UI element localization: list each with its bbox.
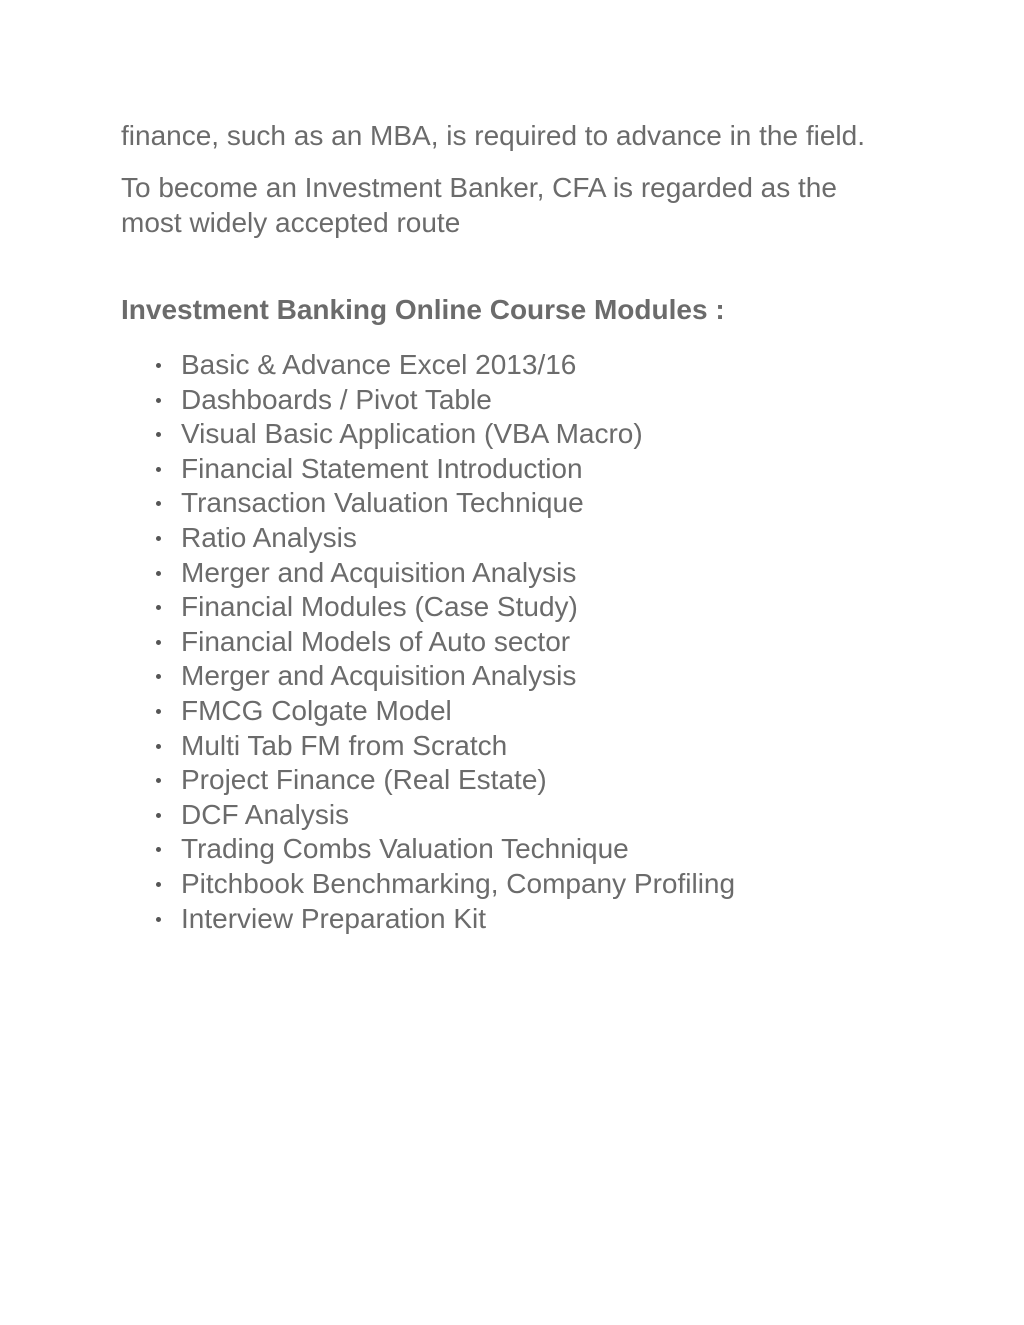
list-item [121,798,903,833]
module-label: FMCG Colgate Model [181,694,452,726]
list-item [121,694,903,729]
module-label: Financial Statement Introduction [181,452,583,484]
list-item [121,659,903,694]
list-item [121,590,903,625]
intro-paragraph-mba: finance, such as an MBA, is required to advance in the field. [121,120,865,151]
list-item [121,729,903,764]
module-label: Basic & Advance Excel 2013/16 [181,349,577,380]
bullet-dot-icon [156,398,161,403]
bullet-dot-icon [156,709,161,714]
module-label: Pitchbook Benchmarking, Company Profiling [181,867,736,899]
list-item [121,452,903,487]
list-item [121,521,903,556]
list-item [121,556,903,591]
module-label: Ratio Analysis [181,521,357,553]
bullet-dot-icon [156,744,161,749]
list-item [121,867,903,902]
bullet-dot-icon [156,363,161,368]
bullet-dot-icon [156,536,161,541]
list-item [121,832,903,867]
list-item [121,348,903,383]
bullet-dot-icon [156,882,161,887]
module-label: Merger and Acquisition Analysis [181,556,577,588]
modules-list [121,348,903,936]
module-label: Interview Preparation Kit [181,902,487,934]
document-page [121,118,903,936]
bullet-dot-icon [156,571,161,576]
list-item [121,902,903,937]
module-label: Financial Models of Auto sector [181,625,571,657]
list-item [121,625,903,660]
bullet-dot-icon [156,640,161,645]
module-label: Visual Basic Application (VBA Macro) [181,418,643,450]
bullet-dot-icon [156,501,161,506]
intro-paragraph-cfa: To become an Investment Banker, CFA is regarded as the most widely accepted route [121,172,837,238]
module-label: Merger and Acquisition Analysis [181,660,577,692]
bullet-dot-icon [156,674,161,679]
bullet-dot-icon [156,432,161,437]
module-label: Project Finance (Real Estate) [181,764,547,796]
module-label: Financial Modules (Case Study) [181,591,578,623]
module-label: Trading Combs Valuation Technique [181,833,629,865]
bullet-dot-icon [156,605,161,610]
module-label: Dashboards / Pivot Table [181,383,492,415]
list-item [121,383,903,418]
bullet-dot-icon [156,778,161,783]
modules-heading: Investment Banking Online Course Modules : [121,294,725,325]
bullet-dot-icon [156,847,161,852]
bullet-dot-icon [156,917,161,922]
module-label: DCF Analysis [181,798,350,830]
list-item [121,417,903,452]
module-label: Multi Tab FM from Scratch [181,729,508,761]
bullet-dot-icon [156,813,161,818]
list-item [121,486,903,521]
module-label: Transaction Valuation Technique [181,487,584,519]
bullet-dot-icon [156,467,161,472]
list-item [121,763,903,798]
